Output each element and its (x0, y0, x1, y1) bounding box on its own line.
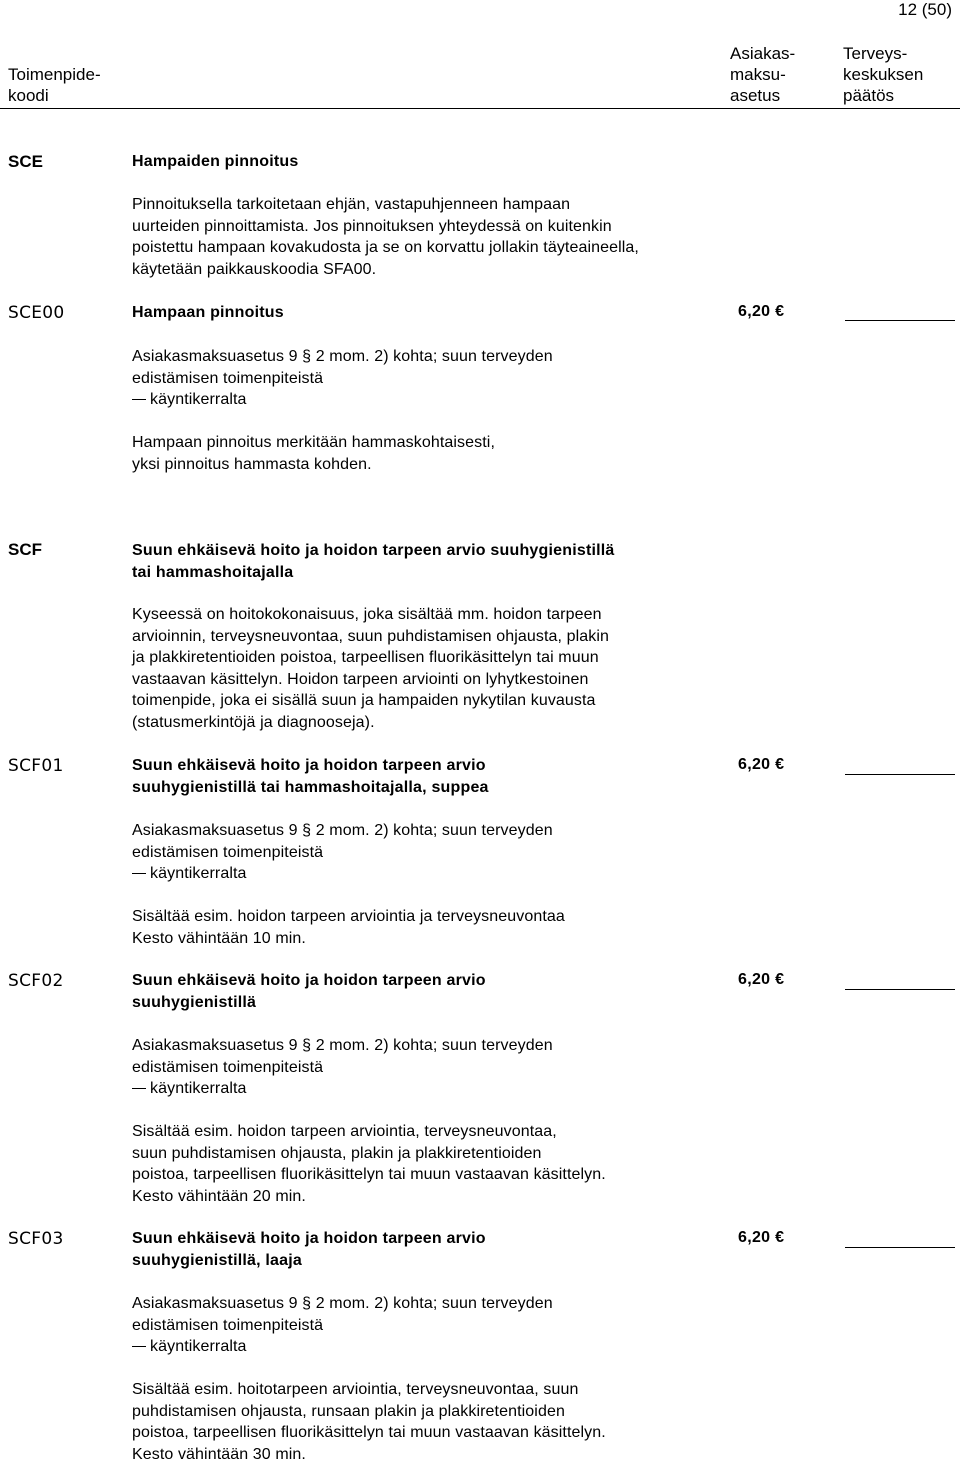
dash-icon (132, 1088, 146, 1089)
section-description: Pinnoituksella tarkoitetaan ehjän, vastapuhjenneen hampaan uurteiden pinnoittamista. Jos pinnoituksen yhteydessä on kuitenkin poistettu hampaan kovakudosta ja se on korvattu jollakin täyteaineella, käytetään paikkauskoodia SFA00. (132, 196, 639, 278)
section-title: Hampaiden pinnoitus (132, 153, 299, 170)
item-note: Hampaan pinnoitus merkitään hammaskohtaisesti, yksi pinnoitus hammasta kohden. (132, 434, 495, 473)
decision-blank-line (845, 300, 955, 321)
section-code: SCE (8, 152, 43, 171)
item-price: 6,20 € (738, 1229, 785, 1246)
item-basis: Asiakasmaksuasetus 9 § 2 mom. 2) kohta; suun terveyden edistämisen toimenpiteistä käyntikerralta (132, 1295, 553, 1355)
item-title: Suun ehkäisevä hoito ja hoidon tarpeen arvio suuhygienistillä, laaja (132, 1230, 486, 1269)
item-code: SCF02 (8, 971, 64, 991)
item-price: 6,20 € (738, 756, 785, 773)
item-note: Sisältää esim. hoidon tarpeen arviointia ja terveysneuvontaa Kesto vähintään 10 min. (132, 908, 565, 947)
section-code: SCF (8, 540, 42, 559)
header-procedure-code: Toimenpide- koodi (8, 65, 101, 105)
item-price: 6,20 € (738, 303, 785, 320)
header-fee-decree: Asiakas- maksu- asetus (730, 44, 796, 105)
item-basis: Asiakasmaksuasetus 9 § 2 mom. 2) kohta; suun terveyden edistämisen toimenpiteistä käyntikerralta (132, 1037, 553, 1097)
page-number: 12 (50) (898, 0, 952, 19)
item-title: Hampaan pinnoitus (132, 304, 284, 321)
decision-blank-line (845, 969, 955, 990)
header-health-centre-decision: Terveys- keskuksen päätös (843, 44, 924, 105)
item-title: Suun ehkäisevä hoito ja hoidon tarpeen arvio suuhygienistillä tai hammashoitajalla, suppea (132, 757, 489, 796)
table-header (0, 42, 960, 109)
decision-blank-line (845, 754, 955, 775)
item-code: SCE00 (8, 303, 65, 323)
decision-blank-line (845, 1227, 955, 1248)
item-code: SCF01 (8, 756, 64, 776)
dash-icon (132, 873, 146, 874)
item-price: 6,20 € (738, 971, 785, 988)
dash-icon (132, 1346, 146, 1347)
item-code: SCF03 (8, 1229, 64, 1249)
item-basis: Asiakasmaksuasetus 9 § 2 mom. 2) kohta; suun terveyden edistämisen toimenpiteistä käyntikerralta (132, 822, 553, 882)
section-title: Suun ehkäisevä hoito ja hoidon tarpeen arvio suuhygienistillä tai hammashoitajalla (132, 542, 615, 581)
item-note: Sisältää esim. hoidon tarpeen arviointia, terveysneuvontaa, suun puhdistamisen ohjausta, plakin ja plakkiretentioiden poistoa, tarpeellisen fluorikäsittelyn tai muun vastaavan käsittelyn. Kesto vähintään 20 min. (132, 1123, 606, 1205)
dash-icon (132, 399, 146, 400)
item-basis: Asiakasmaksuasetus 9 § 2 mom. 2) kohta; suun terveyden edistämisen toimenpiteistä käyntikerralta (132, 348, 553, 408)
section-description: Kyseessä on hoitokokonaisuus, joka sisältää mm. hoidon tarpeen arvioinnin, terveysneuvontaa, suun puhdistamisen ohjausta, plakin ja plakkiretentioiden poistoa, tarpeellisen fluorikäsittelyn tai muun vastaavan käsittelyn. Hoidon tarpeen arviointi on lyhytkestoinen toimenpide, joka ei sisällä suun ja hampaiden nykytilan kuvausta (statusmerkintöjä ja diagnooseja). (132, 606, 610, 731)
item-note: Sisältää esim. hoitotarpeen arviointia, terveysneuvontaa, suun puhdistamisen ohjausta, runsaan plakin ja plakkiretentioiden poistoa, tarpeellisen fluorikäsittelyn tai muun vastaavan käsittelyn. Kesto vähintään 30 min. (132, 1381, 606, 1463)
item-title: Suun ehkäisevä hoito ja hoidon tarpeen arvio suuhygienistillä (132, 972, 486, 1011)
